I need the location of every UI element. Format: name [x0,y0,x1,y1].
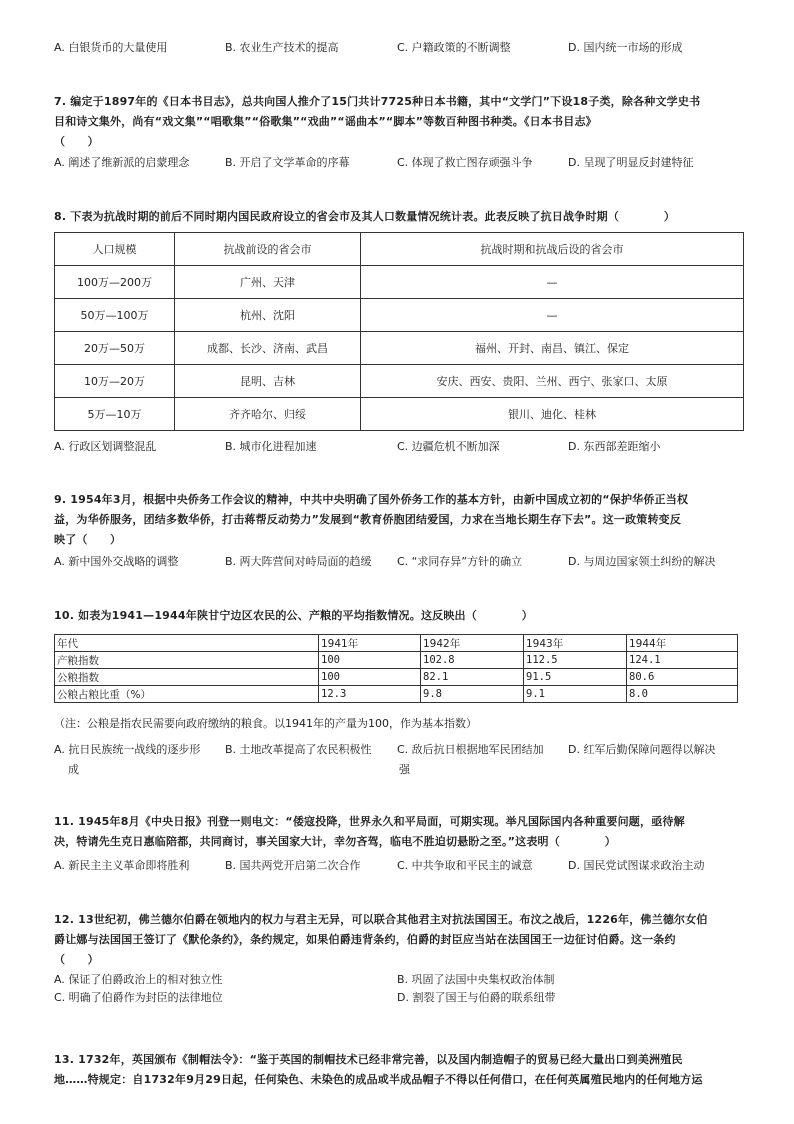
q10-option-d-line-1: D. 红军后勤保障问题得以解决 [568,743,716,756]
q10-table [54,634,738,703]
table-header-row [55,233,744,266]
table-cell: 广州、天津 [175,266,361,299]
table-row [55,266,744,299]
q11-option-a[interactable]: A. 新民主主义革命即将胜利 [54,859,190,872]
q6-option-a[interactable]: A. 白银货币的大量使用 [54,41,168,54]
q10-option-a[interactable] [54,740,200,780]
q7-line-2: 目和诗文集外，尚有“戏文集”“唱歌集”“俗歌集”“戏曲”“谣曲本”“脚本”等数百种图书种类。《日本书目志》 [54,115,597,128]
q7-line-3: （ ） [54,135,99,148]
table-row [55,652,738,669]
q12-option-d[interactable]: D. 割裂了国王与伯爵的联系纽带 [397,991,556,1004]
q10-question: 10. 如表为1941—1944年陕甘宁边区农民的公、产粮的平均指数情况。这反映出（ ） [54,609,533,622]
table-cell: 杭州、沈阳 [175,299,361,332]
q12-line-1: 12. 13世纪初，佛兰德尔伯爵在领地内的权力与君主无异，可以联合其他君主对抗法国国王。布汶之战后，1226年，佛兰德尔女伯 [54,913,708,926]
q10-option-a-line-2: 成 [68,763,79,776]
q10-option-d[interactable] [568,740,715,760]
table-header-cell: 1943年 [524,635,627,652]
q11-line-1: 11. 1945年8月《中央日报》刊登一则电文：“倭寇投降，世界永久和平局面，可期实现。举凡国际国内各种重要问题，亟待解 [54,815,685,828]
table-header-cell: 1944年 [627,635,738,652]
q9-option-d[interactable]: D. 与周边国家领土纠纷的解决 [568,555,716,568]
q13-line-2: 地……特规定：自1732年9月29日起，任何染色、未染色的成品或半成品帽子不得以任何借口，在任何英属殖民地内的任何地方运 [54,1073,703,1086]
q8-option-d[interactable]: D. 东西部差距缩小 [568,440,661,453]
table-cell: 齐齐哈尔、归绥 [175,398,361,431]
table-row [55,332,744,365]
q10-note: （注：公粮是指农民需要向政府缴纳的粮食。以1941年的产量为100，作为基本指数） [54,717,477,730]
table-cell: 80.6 [627,669,738,686]
q7-option-b[interactable]: B. 开启了文学革命的序幕 [225,156,350,169]
q7-option-a[interactable]: A. 阐述了维新派的启蒙理念 [54,156,190,169]
table-cell: 100 [319,669,421,686]
q11-option-c[interactable]: C. 中共争取和平民主的诚意 [397,859,533,872]
q9-line-1: 9. 1954年3月，根据中央侨务工作会议的精神，中共中央明确了国外侨务工作的基本方针，由新中国成立初的“保护华侨正当权 [54,493,689,506]
table-cell: 82.1 [421,669,524,686]
q6-option-d[interactable]: D. 国内统一市场的形成 [568,41,683,54]
q10-option-b[interactable] [225,740,372,760]
table-header-cell: 年代 [55,635,319,652]
q9-option-c[interactable]: C. “求同存异”方针的确立 [397,555,523,568]
q7-option-d[interactable]: D. 呈现了明显反封建特征 [568,156,694,169]
q8-option-c[interactable]: C. 边疆危机不断加深 [397,440,500,453]
q12-option-c[interactable]: C. 明确了伯爵作为封臣的法律地位 [54,991,223,1004]
q8-table [54,232,744,431]
table-cell: — [361,266,744,299]
table-cell: 91.5 [524,669,627,686]
table-cell: 5万—10万 [55,398,175,431]
table-cell: 公粮指数 [55,669,319,686]
q7-question [54,92,744,152]
table-header-cell: 抗战时期和抗战后设的省会市 [361,233,744,266]
q10-option-b-line-1: B. 土地改革提高了农民积极性 [225,743,372,756]
q13-question [54,1050,744,1090]
table-cell: 100万—200万 [55,266,175,299]
q9-line-2: 益，为华侨服务，团结多数华侨，打击蒋帮反动势力”发展到“教育侨胞团结爱国，力求在当地长期生存下去”。这一政策转变反 [54,513,682,526]
table-row [55,365,744,398]
q12-line-2: 爵让娜与法国国王签订了《默伦条约》，条约规定，如果伯爵违背条约，伯爵的封臣应当站在法国国王一边征讨伯爵。这一条约 [54,933,676,946]
q12-option-b[interactable]: B. 巩固了法国中央集权政治体制 [397,973,555,986]
q10-option-c[interactable] [397,740,544,780]
table-cell: 124.1 [627,652,738,669]
q11-option-b[interactable]: B. 国共两党开启第二次合作 [225,859,361,872]
table-header-cell: 抗战前设的省会市 [175,233,361,266]
q8-option-a[interactable]: A. 行政区划调整混乱 [54,440,157,453]
q12-option-a[interactable]: A. 保证了伯爵政治上的相对独立性 [54,973,223,986]
q9-option-a[interactable]: A. 新中国外交战略的调整 [54,555,179,568]
q9-question [54,490,744,550]
table-cell: 50万—100万 [55,299,175,332]
q12-line-3: （ ） [54,953,99,966]
table-cell: 安庆、西安、贵阳、兰州、西宁、张家口、太原 [361,365,744,398]
q9-line-3: 映了（ ） [54,533,122,546]
table-cell: 福州、开封、南昌、镇江、保定 [361,332,744,365]
q10-option-a-line-1: A. 抗日民族统一战线的逐步形 [54,743,201,756]
q8-option-b[interactable]: B. 城市化进程加速 [225,440,317,453]
q6-option-c[interactable]: C. 户籍政策的不断调整 [397,41,511,54]
table-cell: 12.3 [319,686,421,703]
table-cell: 银川、迪化、桂林 [361,398,744,431]
table-row [55,686,738,703]
q9-option-b[interactable]: B. 两大阵营间对峙局面的趋缓 [225,555,372,568]
q6-option-b[interactable]: B. 农业生产技术的提高 [225,41,339,54]
table-header-cell: 1942年 [421,635,524,652]
q8-question: 8. 下表为抗战时期的前后不同时期内国民政府设立的省会市及其人口数量情况统计表。此表反映了抗日战争时期（ ） [54,210,676,223]
table-cell: — [361,299,744,332]
table-cell: 公粮占粮比重（%） [55,686,319,703]
q10-option-c-line-1: C. 敌后抗日根据地军民团结加 [397,743,544,756]
table-cell: 9.8 [421,686,524,703]
table-cell: 112.5 [524,652,627,669]
table-header-cell: 人口规模 [55,233,175,266]
q11-question [54,812,744,852]
table-header-cell: 1941年 [319,635,421,652]
table-row [55,398,744,431]
q7-line-1: 7. 编定于1897年的《日本书目志》，总共向国人推介了15门共计7725种日本书籍，其中“文学门”下设18子类，除各种文学史书 [54,95,701,108]
q7-option-c[interactable]: C. 体现了救亡图存顽强斗争 [397,156,533,169]
table-row [55,299,744,332]
table-cell: 100 [319,652,421,669]
q11-option-d[interactable]: D. 国民党试图谋求政治主动 [568,859,705,872]
table-cell: 10万—20万 [55,365,175,398]
table-cell: 20万—50万 [55,332,175,365]
table-cell: 9.1 [524,686,627,703]
table-cell: 8.0 [627,686,738,703]
table-row [55,669,738,686]
table-cell: 成都、长沙、济南、武昌 [175,332,361,365]
table-cell: 昆明、吉林 [175,365,361,398]
q10-option-c-line-2: 强 [399,763,410,776]
table-header-row [55,635,738,652]
q11-line-2: 决，特请先生克日惠临陪都，共同商讨，事关国家大计，幸勿吝驾，临电不胜迫切悬盼之至。”这表明（ ） [54,835,616,848]
table-cell: 102.8 [421,652,524,669]
q13-line-1: 13. 1732年，英国颁布《制帽法令》：“鉴于英国的制帽技术已经非常完善，以及国内制造帽子的贸易已经大量出口到美洲殖民 [54,1053,683,1066]
q12-question [54,910,744,970]
table-cell: 产粮指数 [55,652,319,669]
